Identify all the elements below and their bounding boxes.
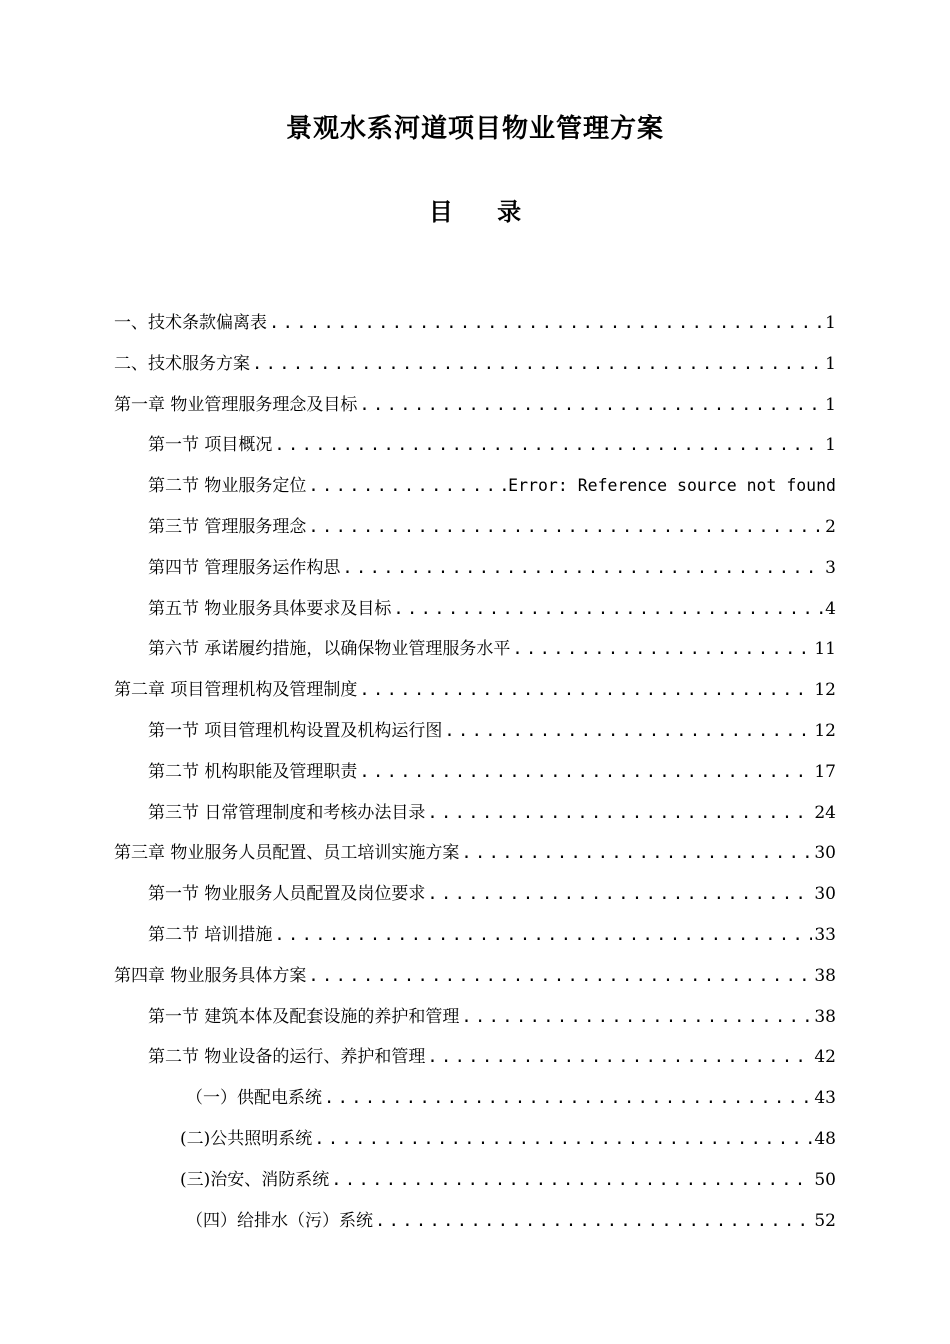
toc-dot-leader [252, 352, 823, 376]
toc-entry[interactable] [114, 835, 836, 865]
toc-entry[interactable] [180, 1162, 836, 1192]
toc-page-number: 4 [825, 598, 836, 619]
toc-page-number: 1 [825, 435, 836, 456]
toc-entry[interactable] [148, 509, 836, 539]
toc-page-number: 38 [814, 965, 836, 986]
toc-dot-leader [359, 678, 812, 702]
toc-page-number: 11 [814, 639, 836, 660]
toc-page-number: 1 [825, 394, 836, 415]
toc-entry[interactable] [148, 795, 836, 825]
toc-entry-title: 第一节 项目概况 [148, 435, 273, 456]
toc-page-number: 43 [814, 1088, 836, 1109]
toc-entry-title: 第二节 物业服务定位 [148, 476, 307, 497]
toc-dot-leader [274, 433, 823, 457]
toc-entry-title: 第一节 建筑本体及配套设施的养护和管理 [148, 1006, 460, 1027]
toc-page-number: 24 [814, 802, 836, 823]
toc-dot-leader [274, 923, 812, 947]
toc-page-number: 12 [814, 680, 836, 701]
toc-entry-title: 第三章 物业服务人员配置、员工培训实施方案 [114, 843, 460, 864]
toc-dot-leader [461, 841, 812, 865]
toc-entry-title: 第二章 项目管理机构及管理制度 [114, 680, 358, 701]
toc-entry[interactable] [148, 1039, 836, 1069]
toc-entry-title: 一、技术条款偏离表 [114, 313, 267, 333]
toc-entry-title: 第四章 物业服务具体方案 [114, 965, 307, 986]
toc-dot-leader [269, 311, 823, 335]
toc-page-number: Error: Reference source not found [508, 476, 836, 496]
toc-entry[interactable] [148, 999, 836, 1029]
toc-entry[interactable] [114, 305, 836, 335]
toc-page-number: 3 [825, 557, 836, 578]
toc-entry[interactable] [186, 1080, 836, 1110]
toc-entry[interactable] [114, 346, 836, 376]
toc-page-number: 38 [814, 1006, 836, 1027]
toc-entry[interactable] [148, 427, 836, 457]
toc-entry-title: 第一节 项目管理机构设置及机构运行图 [148, 721, 443, 741]
toc-entry[interactable] [148, 468, 836, 498]
toc-dot-leader [359, 393, 823, 417]
toc-entry[interactable] [148, 876, 836, 906]
toc-entry[interactable] [114, 672, 836, 702]
toc-dot-leader [331, 1168, 812, 1192]
toc-entry-title: 第二节 物业设备的运行、养护和管理 [148, 1047, 426, 1068]
toc-dot-leader [427, 1045, 812, 1069]
toc-entry[interactable] [148, 917, 836, 947]
toc-page-number: 52 [814, 1210, 836, 1231]
toc-entry[interactable] [180, 1121, 836, 1151]
toc-entry-title: 第四节 管理服务运作构思 [148, 557, 341, 578]
toc-dot-leader [427, 882, 812, 906]
toc-dot-leader [314, 1127, 812, 1151]
toc-dot-leader [444, 719, 812, 743]
toc-page-number: 2 [825, 517, 836, 537]
toc-page-number: 30 [814, 843, 836, 864]
toc-entry[interactable] [148, 754, 836, 784]
toc-dot-leader [308, 515, 823, 539]
toc-entry-title: 第六节 承诺履约措施，以确保物业管理服务水平 [148, 639, 511, 660]
toc-entry-title: (二)公共照明系统 [180, 1129, 313, 1149]
toc-entry-title: 第一章 物业管理服务理念及目标 [114, 394, 358, 415]
toc-page-number: 1 [825, 353, 836, 374]
toc-dot-leader [308, 474, 506, 498]
toc-entry[interactable] [148, 550, 836, 580]
toc-page-number: 50 [814, 1169, 836, 1190]
toc-entry-title: 二、技术服务方案 [114, 353, 250, 374]
toc-dot-leader [342, 556, 823, 580]
toc-page-number: 30 [814, 884, 836, 905]
toc-entry-title: 第二节 机构职能及管理职责 [148, 761, 358, 782]
toc-page-number: 12 [814, 721, 836, 741]
toc-page-number: 1 [825, 313, 836, 333]
toc-entry[interactable] [148, 631, 836, 661]
toc-entry-title: 第五节 物业服务具体要求及目标 [148, 598, 392, 619]
toc-dot-leader [461, 1005, 812, 1029]
toc-page-number: 17 [814, 761, 836, 782]
toc-page-number: 48 [814, 1129, 836, 1149]
toc-page-number: 33 [814, 925, 836, 945]
toc-entry-title: 第三节 管理服务理念 [148, 517, 307, 537]
toc-entry-title: （四）给排水（污）系统 [186, 1210, 373, 1231]
toc-entry-title: (三)治安、消防系统 [180, 1169, 330, 1190]
toc-entry-title: （一）供配电系统 [186, 1088, 322, 1109]
toc-dot-leader [393, 597, 823, 621]
toc-dot-leader [308, 964, 812, 988]
toc-dot-leader [359, 760, 812, 784]
toc-entry[interactable] [148, 713, 836, 743]
toc-heading: 目 录 [428, 197, 540, 226]
toc-dot-leader [375, 1209, 812, 1233]
toc-entry-title: 第一节 物业服务人员配置及岗位要求 [148, 884, 426, 905]
toc-dot-leader [324, 1086, 812, 1110]
toc-dot-leader [512, 637, 812, 661]
toc-entry[interactable] [114, 958, 836, 988]
toc-page-number: 42 [814, 1047, 836, 1068]
toc-entry-title: 第三节 日常管理制度和考核办法目录 [148, 802, 426, 823]
toc-entry-title: 第二节 培训措施 [148, 925, 273, 945]
toc-entry[interactable] [186, 1203, 836, 1233]
toc-dot-leader [427, 801, 812, 825]
toc-entry[interactable] [114, 387, 836, 417]
toc-entry[interactable] [148, 591, 836, 621]
document-title: 景观水系河道项目物业管理方案 [285, 114, 664, 144]
